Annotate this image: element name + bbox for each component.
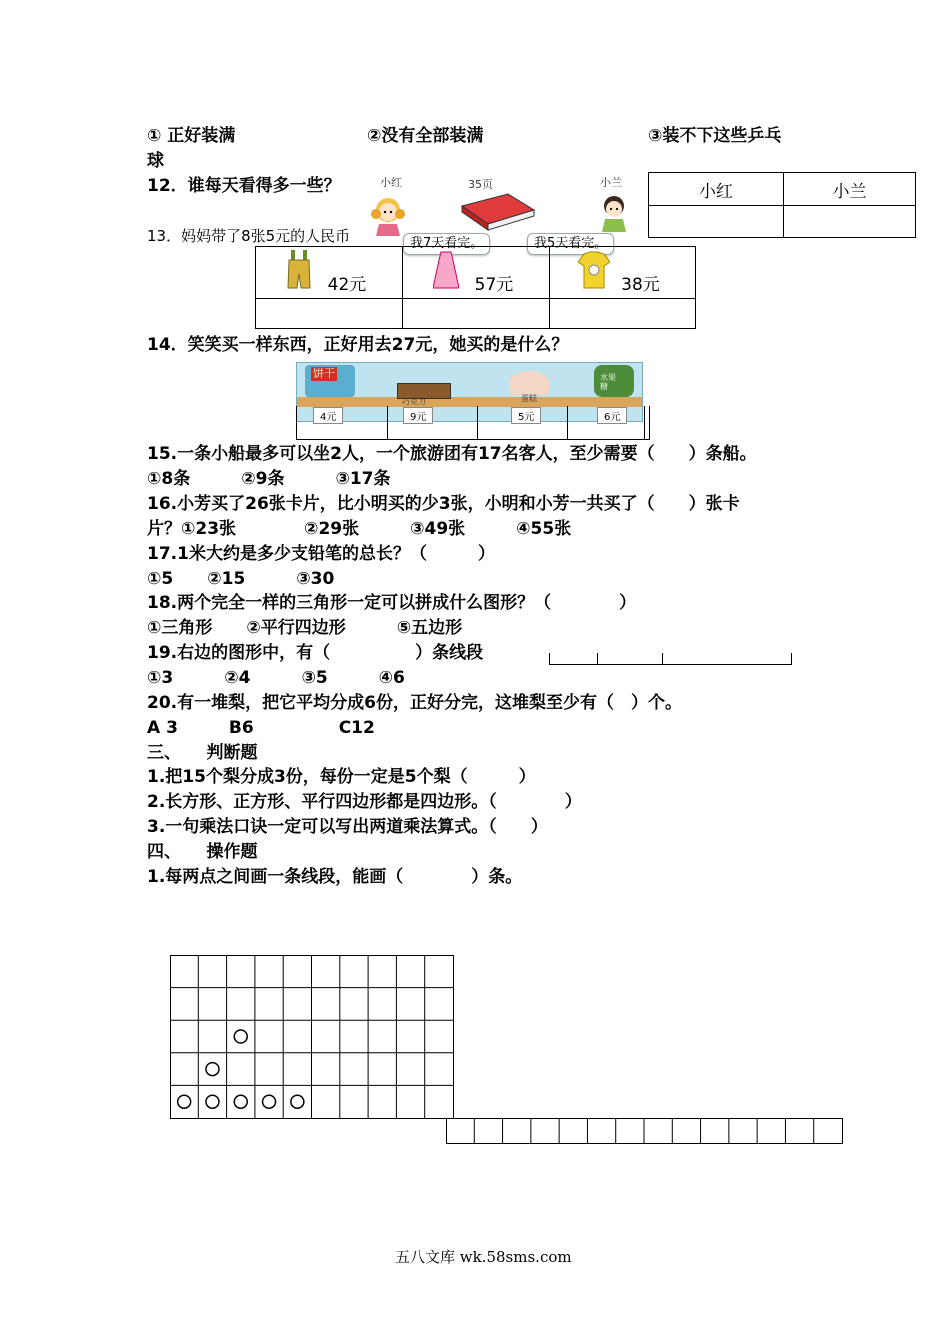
girl-xiaohong-illustration bbox=[370, 192, 406, 236]
price-57: 57元 bbox=[474, 275, 514, 295]
q19-question: 19.右边的图形中，有（ ）条线段 bbox=[147, 643, 484, 663]
q16-options: 片？①23张 ②29张 ③49张 ④55张 bbox=[147, 519, 572, 539]
q12-answer-table bbox=[648, 172, 916, 238]
q15-options: ①8条 ②9条 ③17条 bbox=[147, 469, 391, 489]
answer-cell-3[interactable] bbox=[550, 299, 696, 329]
operation-item-1: 1.每两点之间画一条线段，能画（ ）条。 bbox=[147, 867, 523, 887]
girl1-label: 小红 bbox=[380, 176, 402, 189]
price-tag-9: 9元 bbox=[403, 407, 433, 424]
q16-question: 16.小芳买了26张卡片，比小明买的少3张，小明和小芳一共买了（ ）张卡 bbox=[147, 494, 740, 514]
dot-circle bbox=[206, 1063, 219, 1076]
section4-title: 四、 操作题 bbox=[147, 842, 258, 862]
dot-circle bbox=[291, 1095, 304, 1108]
q18-options: ①三角形 ②平行四边形 ⑤五边形 bbox=[147, 618, 463, 638]
book-icon bbox=[458, 192, 538, 232]
answer-cell-xiaohong[interactable] bbox=[649, 206, 784, 238]
answer-strip bbox=[446, 1118, 844, 1145]
chocolate-label: 巧克力 bbox=[402, 397, 426, 406]
q11-option-1: ① 正好装满 bbox=[147, 126, 236, 146]
dot-circle bbox=[234, 1095, 247, 1108]
q11-option-2: ②没有全部装满 bbox=[367, 126, 484, 146]
price-tag-6: 6元 bbox=[597, 407, 627, 424]
q12-question: 12．谁每天看得多一些？ bbox=[147, 176, 341, 196]
dot-grid bbox=[170, 955, 455, 1120]
q17-options: ①5 ②15 ③30 bbox=[147, 569, 335, 589]
footer-watermark: 五八文库 wk.58sms.com bbox=[395, 1248, 572, 1266]
cookie-sign: 饼干 bbox=[313, 367, 335, 380]
q17-question: 17.1米大约是多少支铅笔的总长？（ ） bbox=[147, 544, 495, 564]
girl-xiaolan-illustration bbox=[598, 192, 630, 232]
tshirt-icon bbox=[578, 250, 610, 290]
girl2-label: 小兰 bbox=[600, 176, 622, 189]
candy-label: 水果糖 bbox=[600, 373, 616, 391]
dot-circle bbox=[234, 1030, 247, 1043]
cookie-bag bbox=[305, 365, 355, 397]
table-header-xiaohong: 小红 bbox=[649, 173, 784, 206]
q20-options: A 3 B6 C12 bbox=[147, 718, 375, 738]
answer-cell-xiaolan[interactable] bbox=[784, 206, 916, 238]
q19-options: ①3 ②4 ③5 ④6 bbox=[147, 668, 405, 688]
section3-title: 三、 判断题 bbox=[147, 743, 258, 763]
price-tag-5: 5元 bbox=[511, 407, 541, 424]
q13-question: 13．妈妈带了8张5元的人民币 bbox=[147, 227, 351, 245]
candy-jar bbox=[594, 365, 634, 397]
q18-question: 18.两个完全一样的三角形一定可以拼成什么图形？（ ） bbox=[147, 593, 637, 613]
table-header-xiaolan: 小兰 bbox=[784, 173, 916, 206]
cell-divider bbox=[477, 406, 478, 439]
price-42: 42元 bbox=[327, 275, 367, 295]
cell-divider bbox=[567, 406, 568, 439]
book-label: 35页 bbox=[468, 178, 493, 191]
item-shirt bbox=[550, 247, 696, 299]
answer-cell-2[interactable] bbox=[403, 299, 550, 329]
q11-option-3: ③装不下这些乒乓 bbox=[648, 126, 782, 146]
cell-divider bbox=[387, 406, 388, 439]
dress-icon bbox=[433, 250, 459, 290]
item-dress bbox=[403, 247, 550, 299]
price-tag-4: 4元 bbox=[313, 407, 343, 424]
q11-option-3-cont: 球 bbox=[147, 151, 164, 171]
cake bbox=[509, 371, 549, 403]
q13-price-table bbox=[255, 246, 696, 329]
overalls-icon bbox=[286, 250, 312, 290]
chocolate-box bbox=[397, 383, 451, 406]
cake-label: 蛋糕 bbox=[521, 394, 537, 403]
q15-question: 15.一条小船最多可以坐2人，一个旅游团有17名客人，至少需要（ ）条船。 bbox=[147, 444, 757, 464]
cell-divider bbox=[644, 406, 645, 439]
dot-circle bbox=[206, 1095, 219, 1108]
dot-circle bbox=[178, 1095, 191, 1108]
judge-item-1: 1.把15个梨分成3份，每份一定是5个梨（ ） bbox=[147, 767, 536, 787]
item-overalls bbox=[256, 247, 403, 299]
dot-circle bbox=[263, 1095, 276, 1108]
judge-item-2: 2.长方形、正方形、平行四边形都是四边形。（ ） bbox=[147, 792, 582, 812]
answer-cell-1[interactable] bbox=[256, 299, 403, 329]
speech-bubble-xiaolan: 我5天看完。 bbox=[527, 233, 614, 255]
price-38: 38元 bbox=[621, 275, 660, 295]
speech-bubble-xiaohong: 我7天看完。 bbox=[403, 233, 490, 255]
q14-answer-row bbox=[296, 406, 650, 440]
q20-question: 20.有一堆梨，把它平均分成6份，正好分完，这堆梨至少有（ ）个。 bbox=[147, 693, 682, 713]
judge-item-3: 3.一句乘法口诀一定可以写出两道乘法算式。（ ） bbox=[147, 817, 548, 837]
q14-question: 14．笑笑买一样东西，正好用去27元，她买的是什么？ bbox=[147, 335, 569, 355]
